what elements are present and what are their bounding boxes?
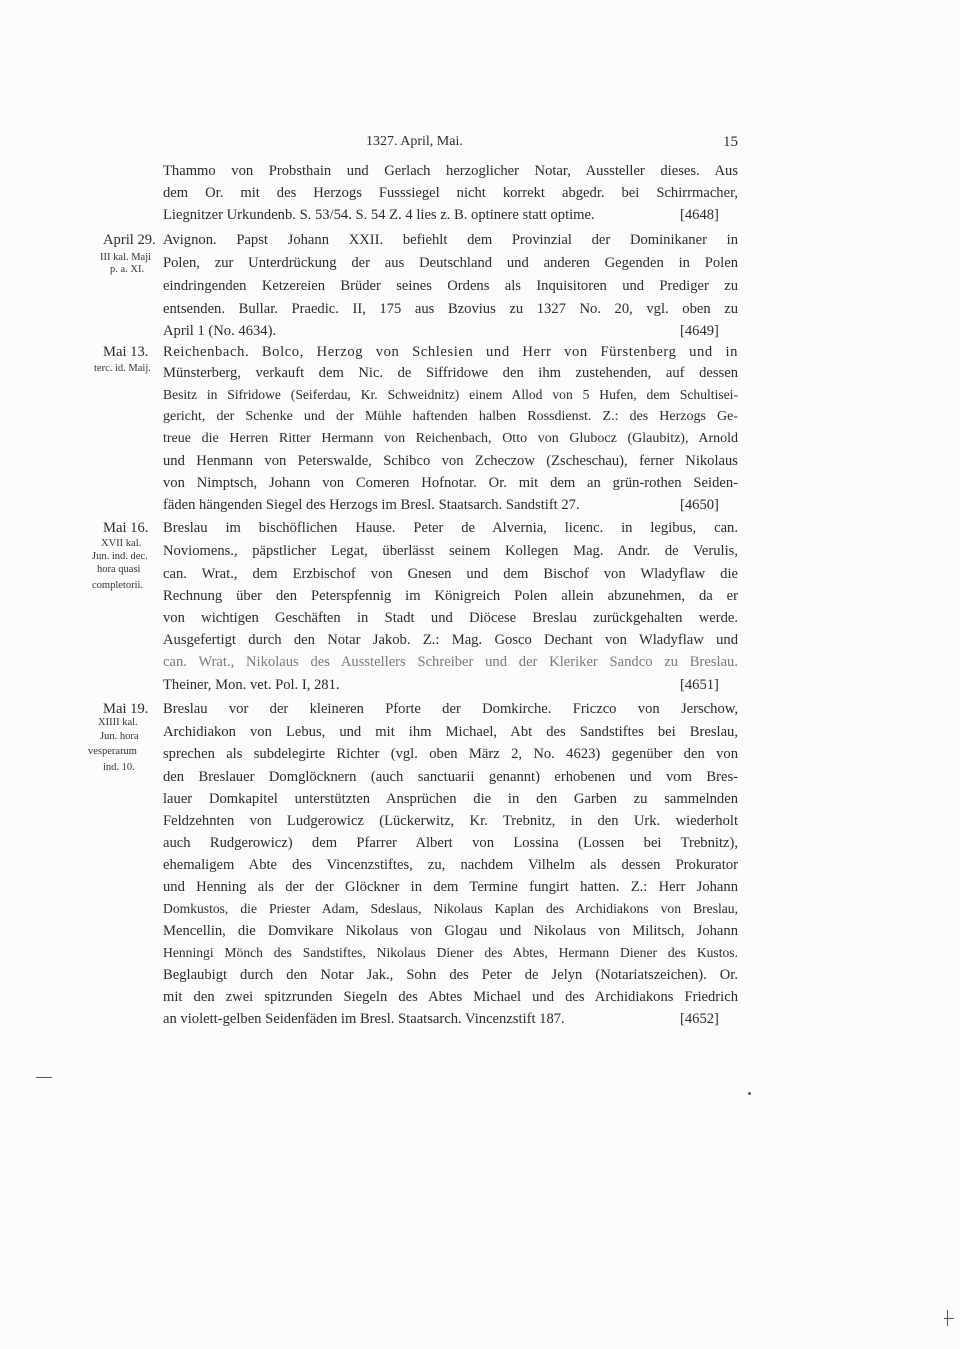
- text-line: lauer Domkapitel unterstützten Ansprüchen die in den Garben zu sammelnden: [163, 791, 738, 807]
- text-line: Rechnung über den Peterspfennig im Königreich Polen allein abzunehmen, da er: [163, 588, 738, 604]
- entry-date: Mai 19.: [103, 701, 149, 717]
- text-line: sprechen als subdelegirte Richter (vgl. oben März 2, No. 4623) gegenüber den von: [163, 746, 738, 762]
- text-line: ehemaligem Abte des Vincenzstiftes, zu, nachdem Vilhelm als dessen Prokurator: [163, 857, 738, 873]
- text-line: von wichtigen Geschäften in Stadt und Diöcese Breslau zurückgehalten werde.: [163, 610, 738, 626]
- entry-number: [4648]: [680, 207, 719, 223]
- running-title: 1327. April, Mai.: [366, 134, 463, 149]
- margin-note: hora quasi: [97, 564, 141, 575]
- margin-note: vesperarum: [88, 746, 137, 757]
- text-line: Beglaubigt durch den Notar Jak., Sohn des Peter de Jelyn (Notariatszeichen). Or.: [163, 967, 738, 983]
- text-line: an violett-gelben Seidenfäden im Bresl. Staatsarch. Vincenzstift 187.: [163, 1011, 565, 1027]
- text-line: eindringenden Ketzereien Brüder seines Ordens als Inquisitoren und Prediger zu: [163, 278, 738, 294]
- text-line: gericht, der Schenke und der Mühle haftenden halben Rossdienst. Z.: des Herzogs Ge-: [163, 409, 738, 424]
- entry-date: Mai 13.: [103, 344, 149, 360]
- text-line: auch Rudgerowicz) dem Pfarrer Albert von Lossina (Lossen bei Trebnitz),: [163, 835, 738, 851]
- text-line: Avignon. Papst Johann XXII. befiehlt dem Provinzial der Dominikaner in: [163, 232, 738, 248]
- entry-number: [4652]: [680, 1011, 719, 1027]
- entry-number: [4650]: [680, 497, 719, 513]
- text-line: und Henning als der der Glöckner in dem Termine fungirt hatten. Z.: Herr Johann: [163, 879, 738, 895]
- margin-note: Jun. hora: [100, 731, 139, 742]
- margin-note: Jun. ind. dec.: [92, 551, 148, 562]
- page-number: 15: [723, 134, 738, 150]
- text-line: fäden hängenden Siegel des Herzogs im Bresl. Staatsarch. Sandstift 27.: [163, 497, 580, 513]
- text-line: entsenden. Bullar. Praedic. II, 175 aus Bzovius zu 1327 No. 20, vgl. oben zu: [163, 301, 738, 317]
- text-line: Archidiakon von Lebus, und mit ihm Michael, Abt des Sandstiftes bei Breslau,: [163, 724, 738, 740]
- margin-note: p. a. XI.: [110, 264, 145, 275]
- text-line: Münsterberg, verkauft dem Nic. de Siffridowe den ihm zustehenden, auf dessen: [163, 365, 738, 381]
- entry-date: Mai 16.: [103, 520, 149, 536]
- text-line: Domkustos, die Priester Adam, Sdeslaus, Nikolaus Kaplan des Archidiakons von Breslau,: [163, 901, 738, 916]
- entry-number: [4649]: [680, 323, 719, 339]
- text-line: Breslau im bischöflichen Hause. Peter de Alvernia, licenc. in legibus, can.: [163, 520, 738, 536]
- entry-number: [4651]: [680, 677, 719, 693]
- margin-note: completorii.: [92, 580, 144, 591]
- text-line: den Breslauer Domglöcknern (auch sanctuarii genannt) erhobenen und vom Bres-: [163, 769, 738, 785]
- text-line: Henningi Mönch des Sandstiftes, Nikolaus Diener des Abtes, Hermann Diener des Kustos.: [163, 945, 738, 960]
- text-line: Liegnitzer Urkundenb. S. 53/54. S. 54 Z. 4 lies z. B. optinere statt optime.: [163, 207, 595, 223]
- text-line: Polen, zur Unterdrückung der aus Deutschland und anderen Gegenden in Polen: [163, 255, 738, 271]
- text-line: Noviomens., päpstlicher Legat, überlässt seinem Kollegen Mag. Andr. de Verulis,: [163, 543, 738, 559]
- entry-date: April 29.: [103, 232, 156, 248]
- scan-mark: [36, 1077, 52, 1078]
- text-line: Feldzehnten von Ludgerowicz (Lückerwitz, Kr. Trebnitz, in den Urk. wiederholt: [163, 813, 738, 829]
- text-line: dem Or. mit des Herzogs Fusssiegel nicht korrekt abgedr. bei Schirrmacher,: [163, 185, 738, 201]
- scan-mark: [748, 1092, 751, 1095]
- margin-note: XIIII kal.: [98, 717, 138, 728]
- text-line: Thammo von Probsthain und Gerlach herzoglicher Notar, Aussteller dieses. Aus: [163, 163, 738, 179]
- margin-note: terc. id. Maij.: [94, 363, 151, 374]
- text-line: mit den zwei spitzrunden Siegeln des Abtes Michael und des Archidiakons Friedrich: [163, 989, 738, 1005]
- text-line: von Nimptsch, Johann von Comeren Hofnotar. Or. mit dem an grün-rothen Seiden-: [163, 475, 738, 491]
- text-line: treue die Herren Ritter Hermann von Reichenbach, Otto von Glubocz (Glaubitz), Arnold: [163, 431, 738, 446]
- scan-mark: [947, 1310, 948, 1326]
- scan-mark: [944, 1318, 954, 1319]
- text-line: Breslau vor der kleineren Pforte der Domkirche. Friczco von Jerschow,: [163, 701, 738, 717]
- text-line: can. Wrat., dem Erzbischof von Gnesen und dem Bischof von Wladyflaw die: [163, 566, 738, 582]
- text-line: Ausgefertigt durch den Notar Jakob. Z.: Mag. Gosco Dechant von Wladyflaw und: [163, 632, 738, 648]
- text-line: Theiner, Mon. vet. Pol. I, 281.: [163, 677, 340, 693]
- text-line: can. Wrat., Nikolaus des Ausstellers Schreiber und der Kleriker Sandco zu Breslau.: [163, 654, 738, 670]
- text-line: Mencellin, die Domvikare Nikolaus von Glogau und Nikolaus von Militsch, Johann: [163, 923, 738, 939]
- margin-note: XVII kal.: [101, 538, 142, 549]
- margin-note: III kal. Maji: [100, 252, 152, 263]
- text-line: Reichenbach. Bolco, Herzog von Schlesien und Herr von Fürstenberg und in: [163, 344, 738, 360]
- text-line: April 1 (No. 4634).: [163, 323, 277, 339]
- text-line: und Henmann von Peterswalde, Schibco von Zcheczow (Zscheschau), ferner Nikolaus: [163, 453, 738, 469]
- text-line: Besitz in Sifridowe (Seiferdau, Kr. Schweidnitz) einem Allod von 5 Hufen, dem Schultisei-: [163, 387, 738, 402]
- margin-note: ind. 10.: [103, 762, 135, 773]
